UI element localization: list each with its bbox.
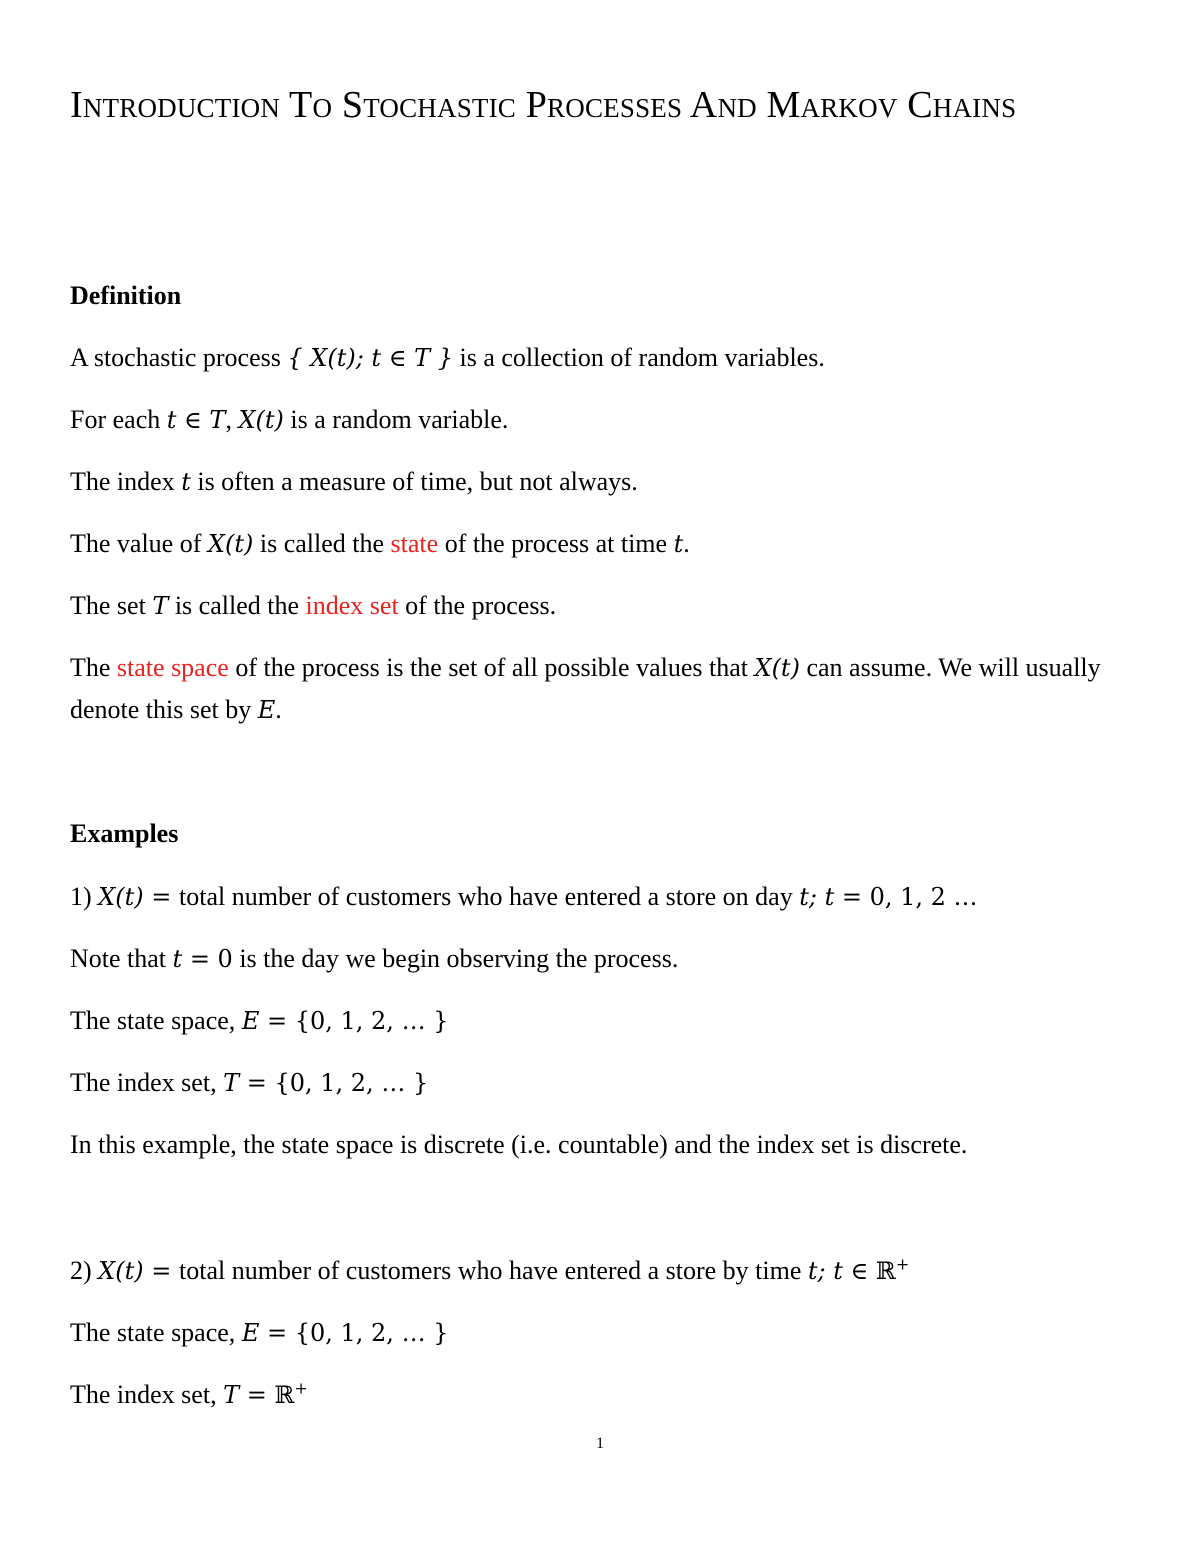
example-1-note: Note that t = 0 is the day we begin observing the process. [70,944,679,973]
example-1-index-set: The index set, T = {0, 1, 2, … } [70,1068,429,1097]
example-2-line: 2) X(t) = total number of customers who have entered a store by time t; t ∈ ℝ+ [70,1254,910,1285]
example-2-index-set: The index set, T = ℝ+ [70,1378,308,1409]
example-1-state-space: The state space, E = {0, 1, 2, … } [70,1006,449,1035]
example-1-conclusion: In this example, the state space is discrete (i.e. countable) and the index set is discrete. [70,1130,968,1159]
definition-line-1: A stochastic process { X(t); t ∈ T } is a collection of random variables. [70,343,825,372]
term-state: state [390,529,439,558]
definition-line-4: The value of X(t) is called the state of the process at time t. [70,529,690,558]
term-state-space: state space [116,653,229,682]
definition-line-3: The index t is often a measure of time, but not always. [70,467,638,496]
page-number: 1 [596,1435,604,1452]
definition-line-2: For each t ∈ T, X(t) is a random variable. [70,405,509,434]
page-title: Introduction To Stochastic Processes And Markov Chains [70,84,1017,126]
definition-heading: Definition [70,281,182,310]
term-index-set: index set [305,591,399,620]
definition-line-6: The state space of the process is the set of all possible values that X(t) can assume. We will usually denote this set by E. [70,653,1101,724]
example-1-line: 1) X(t) = total number of customers who have entered a store on day t; t = 0, 1, 2 … [70,882,978,911]
example-2-state-space: The state space, E = {0, 1, 2, … } [70,1318,449,1347]
definition-line-5: The set T is called the index set of the process. [70,591,557,620]
examples-heading: Examples [70,819,179,848]
